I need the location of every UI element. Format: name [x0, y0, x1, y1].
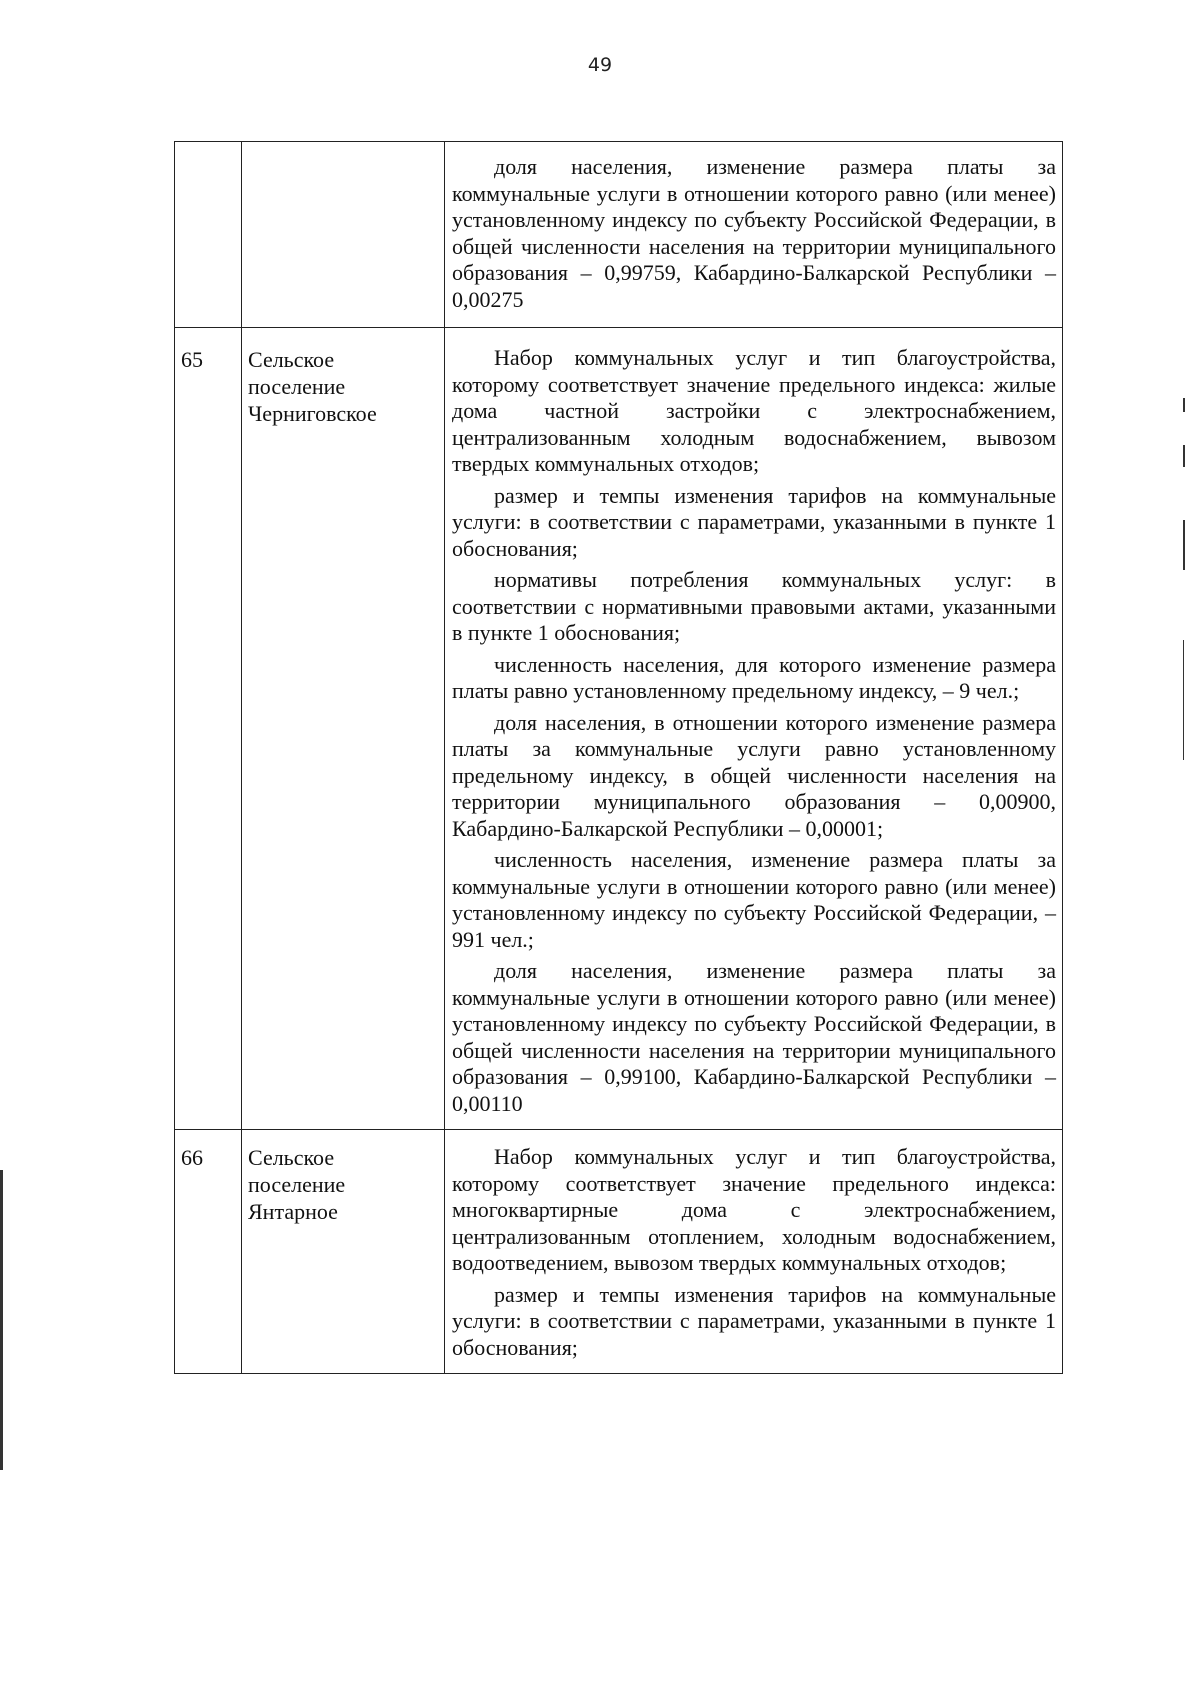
settlement-name-line: поселение [248, 374, 346, 399]
description-paragraph: численность населения, изменение размера платы за коммунальные услуги в отношении которого равно (или менее) установленному индексу по субъекту Российской Федерации, – 991 чел.; [452, 847, 1056, 952]
row-number: 65 [175, 328, 242, 1130]
scan-edge-mark [1183, 398, 1185, 412]
row-number [175, 142, 242, 328]
settlement-name-line: Черниговское [248, 401, 377, 426]
settlement-name-line: Сельское [248, 1145, 335, 1170]
description-paragraph: Набор коммунальных услуг и тип благоустройства, которому соответствует значение предельного индекса: многоквартирные дома с электроснабжением, централизованным отоплением, холодным водоснабжением, водоотведением, вывозом твердых коммунальных отходов; [452, 1144, 1056, 1275]
description-paragraph: размер и темпы изменения тарифов на коммунальные услуги: в соответствии с параметрами, указанными в пункте 1 обоснования; [452, 482, 1056, 561]
document-table [174, 141, 1063, 1374]
description-paragraph: численность населения, для которого изменение размера платы равно установленному предельному индексу, – 9 чел.; [452, 651, 1056, 703]
table-row [175, 328, 1063, 1130]
scan-edge-mark [1183, 640, 1184, 760]
scan-edge-mark [1183, 520, 1185, 570]
settlement-name-line: Сельское [248, 347, 335, 372]
description-cell [445, 1130, 1063, 1374]
description-paragraph: доля населения, изменение размера платы за коммунальные услуги в отношении которого равно (или менее) установленному индексу по субъекту Российской Федерации, в общей численности населения на территории муниципального образования – 0,99759, Кабардино-Балкарской Республики – 0,00275 [452, 154, 1056, 312]
settlement-name-line: поселение [248, 1172, 346, 1197]
settlement-name-line: Янтарное [248, 1199, 338, 1224]
description-paragraph: Набор коммунальных услуг и тип благоустройства, которому соответствует значение предельного индекса: жилые дома частной застройки с электроснабжением, централизованным холодным водоснабжением, вывозом твердых коммунальных отходов; [452, 345, 1056, 476]
description-paragraph: доля населения, изменение размера платы за коммунальные услуги в отношении которого равно (или менее) установленному индексу по субъекту Российской Федерации, в общей численности населения на территории муниципального образования – 0,99100, Кабардино-Балкарской Республики – 0,00110 [452, 958, 1056, 1116]
description-cell [445, 328, 1063, 1130]
description-cell [445, 142, 1063, 328]
settlement-name [242, 1130, 445, 1374]
table-row [175, 1130, 1063, 1374]
scan-edge-mark [1183, 445, 1185, 467]
description-paragraph: размер и темпы изменения тарифов на коммунальные услуги: в соответствии с параметрами, указанными в пункте 1 обоснования; [452, 1281, 1056, 1360]
description-paragraph: нормативы потребления коммунальных услуг: в соответствии с нормативными правовыми актами, указанными в пункте 1 обоснования; [452, 567, 1056, 645]
scan-edge-mark [0, 1170, 3, 1470]
settlement-name [242, 142, 445, 328]
description-paragraph: доля населения, в отношении которого изменение размера платы за коммунальные услуги равно установленному предельному индексу, в общей численности населения на территории муниципального образования – 0,00900, Кабардино-Балкарской Республики – 0,00001; [452, 709, 1056, 841]
page-number: 49 [587, 54, 613, 76]
row-number: 66 [175, 1130, 242, 1374]
settlement-name [242, 328, 445, 1130]
table-row [175, 142, 1063, 328]
